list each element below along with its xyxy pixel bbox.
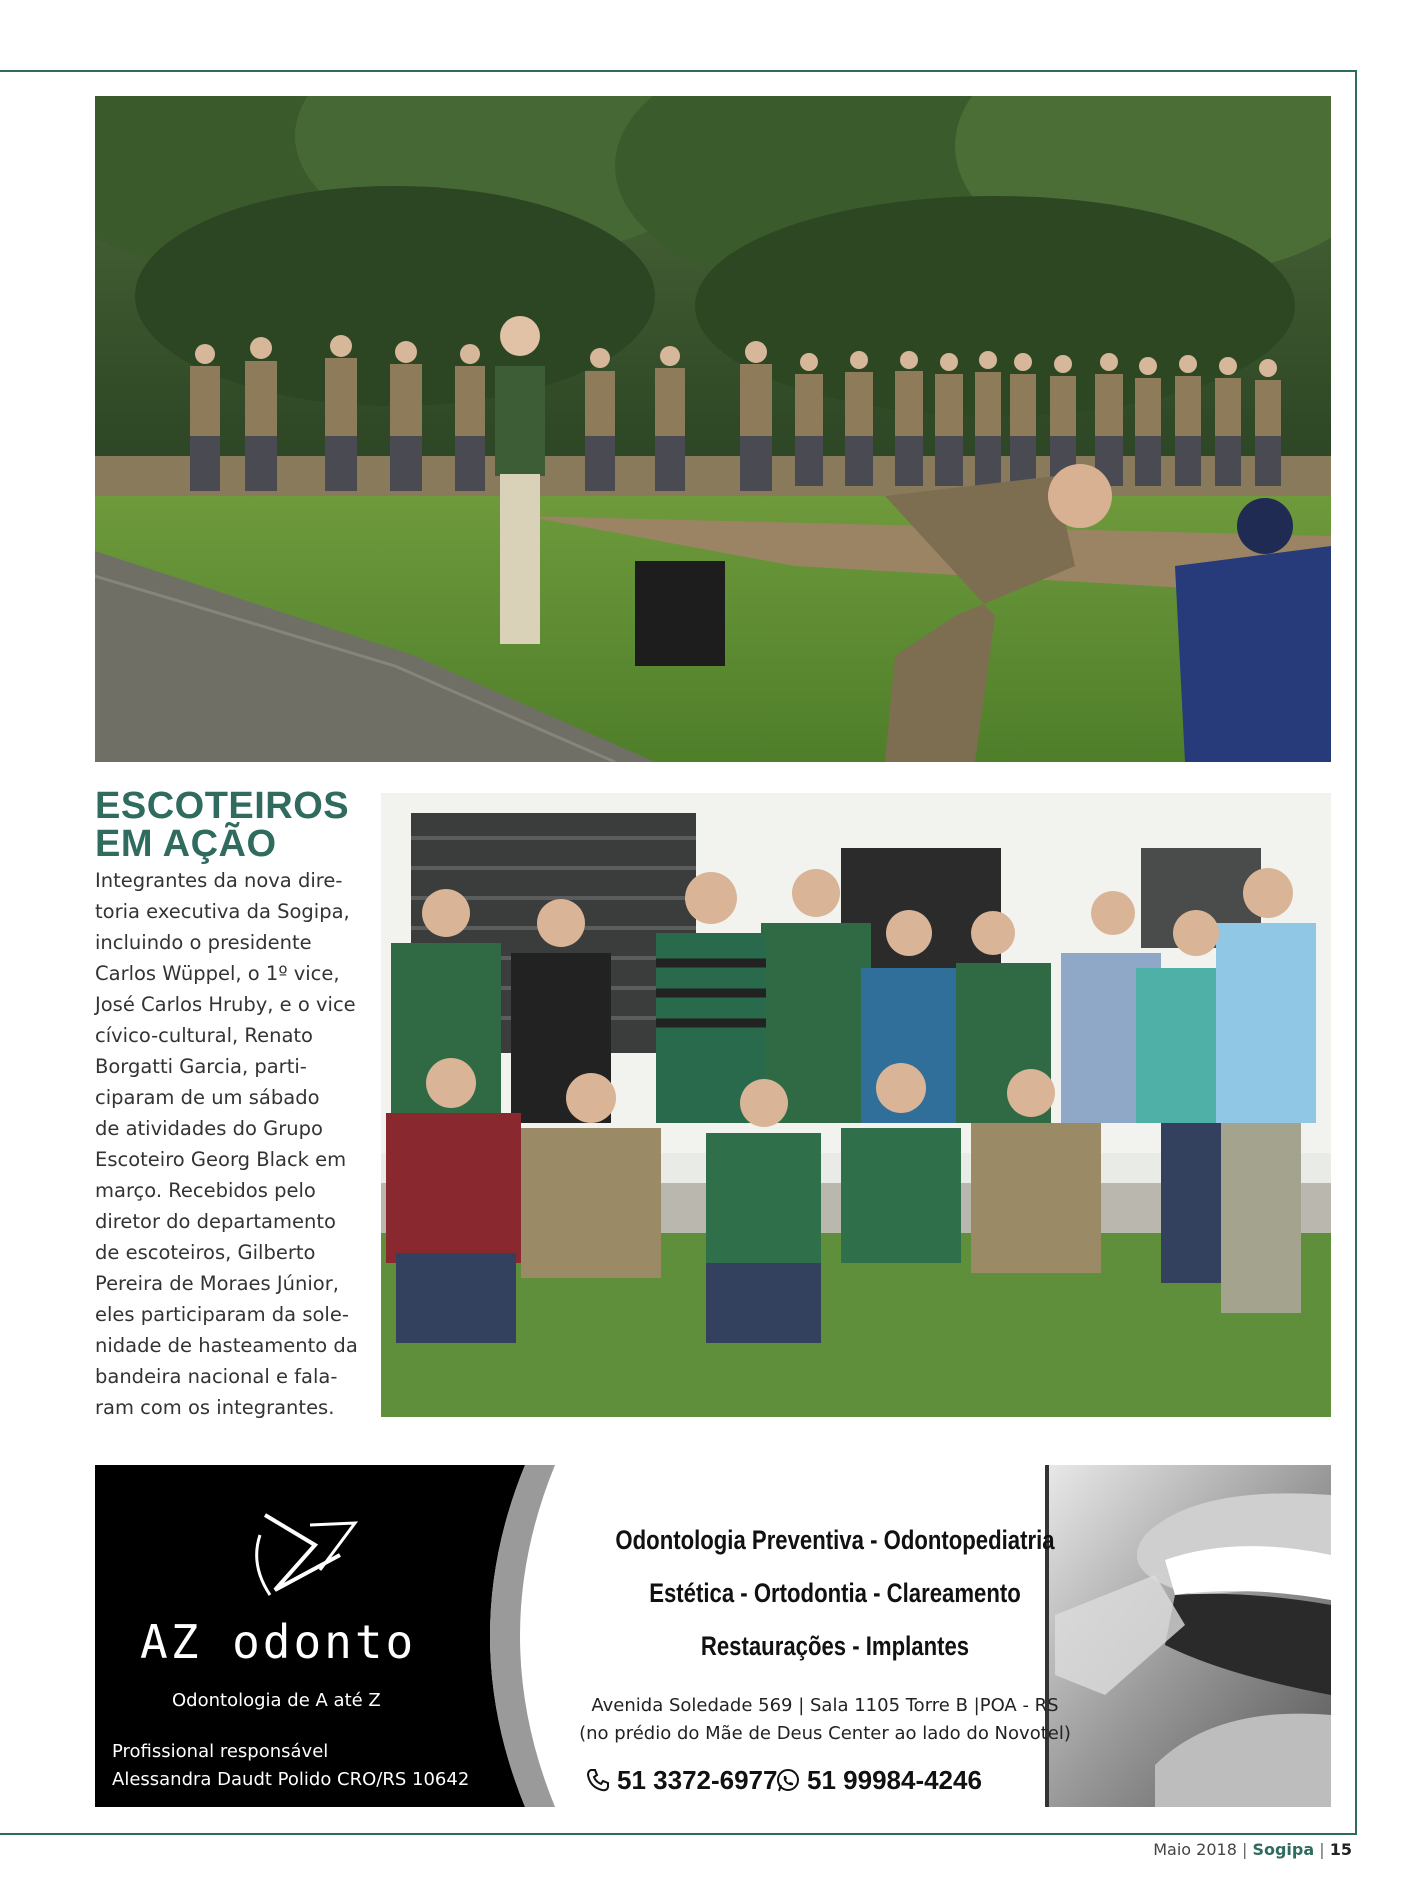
ad-services-line-2: Estética - Ortodontia - Clareamento (649, 1578, 1021, 1608)
footer-brand: Sogipa (1252, 1840, 1315, 1859)
ad-brand-name: AZ odonto (140, 1615, 417, 1669)
ad-address-line-1: Avenida Soledade 569 | Sala 1105 Torre B |POA - RS (591, 1695, 1059, 1716)
article-body (95, 865, 365, 1423)
body-line: de atividades do Grupo (95, 1117, 323, 1140)
body-line: cívico-cultural, Renato (95, 1024, 313, 1047)
body-line: Pereira de Moraes Júnior, (95, 1272, 339, 1295)
article-headline (95, 787, 375, 863)
body-line: Integrantes da nova dire- (95, 869, 343, 892)
body-line: Carlos Wüppel, o 1º vice, (95, 962, 340, 985)
az-odonto-advertisement (95, 1465, 1331, 1807)
photo-scouts-ceremony (95, 96, 1331, 762)
ad-responsible-label: Profissional responsável (112, 1741, 329, 1762)
body-line: José Carlos Hruby, e o vice (95, 993, 356, 1016)
page-number: 15 (1329, 1840, 1352, 1859)
az-logo-icon (245, 1495, 365, 1605)
ad-services-line-1: Odontologia Preventiva - Odontopediatria (615, 1525, 1055, 1555)
body-line: Escoteiro Georg Black em (95, 1148, 347, 1171)
body-line: ram com os integrantes. (95, 1396, 335, 1419)
body-line: eles participaram da sole- (95, 1303, 349, 1326)
phone-icon (585, 1767, 611, 1793)
body-line: Borgatti Garcia, parti- (95, 1055, 307, 1078)
footer-separator: | (1241, 1840, 1248, 1859)
footer-date: Maio 2018 (1153, 1840, 1237, 1859)
page-frame-top (0, 70, 1357, 72)
ad-tagline: Odontologia de A até Z (172, 1690, 381, 1711)
page-frame-right (1355, 70, 1357, 1835)
page-footer (1000, 1840, 1352, 1859)
body-line: bandeira nacional e fala- (95, 1365, 338, 1388)
body-line: de escoteiros, Gilberto (95, 1241, 316, 1264)
whatsapp-icon (775, 1767, 801, 1793)
headline-line-1: ESCOTEIROS (95, 785, 350, 827)
ad-address-line-2: (no prédio do Mãe de Deus Center ao lado do Novotel) (579, 1723, 1071, 1744)
ad-responsible-name: Alessandra Daudt Polido CRO/RS 10642 (112, 1769, 470, 1790)
phone-number-landline: 51 3372-6977 (617, 1765, 778, 1795)
body-line: março. Recebidos pelo (95, 1179, 316, 1202)
body-line: nidade de hasteamento da (95, 1334, 358, 1357)
photo-group-portrait (381, 793, 1331, 1417)
footer-separator: | (1319, 1840, 1325, 1859)
body-line: toria executiva da Sogipa, (95, 900, 350, 923)
body-line: diretor do departamento (95, 1210, 336, 1233)
page-frame-bottom (0, 1833, 1357, 1835)
ad-phones (585, 1765, 1045, 1801)
ad-responsible (112, 1738, 469, 1794)
headline-line-2: EM AÇÃO (95, 823, 277, 865)
phone-number-whatsapp: 51 99984-4246 (807, 1765, 982, 1795)
ad-services-line-3: Restaurações - Implantes (700, 1631, 970, 1661)
body-line: incluindo o presidente (95, 931, 312, 954)
body-line: ciparam de um sábado (95, 1086, 320, 1109)
